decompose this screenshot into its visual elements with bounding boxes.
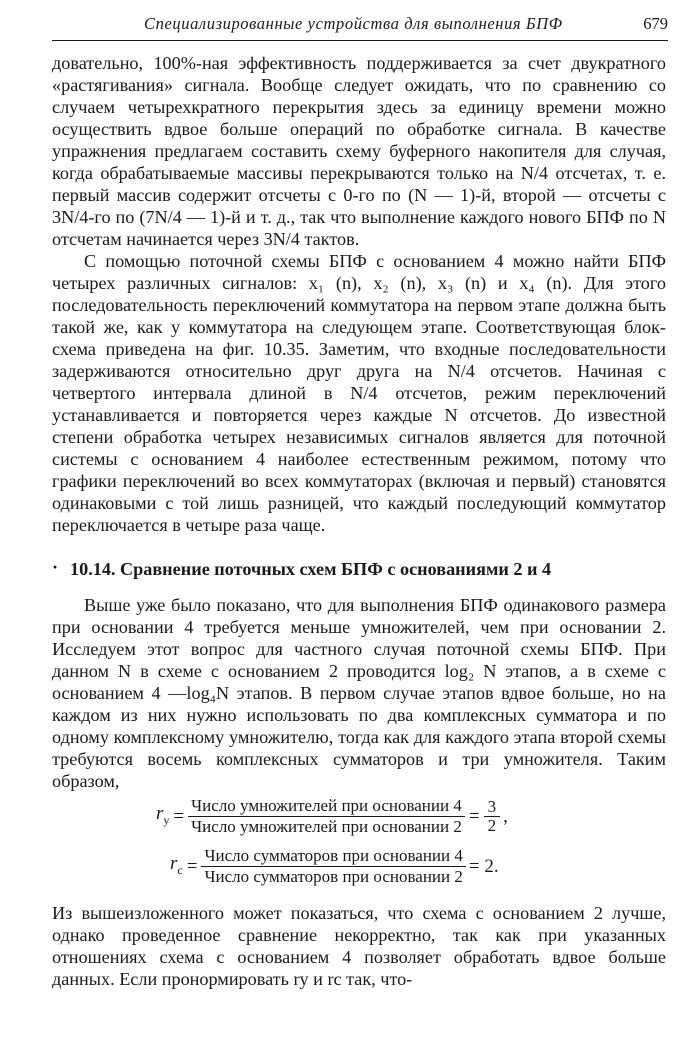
ry-trailing-comma: , [503, 805, 508, 827]
page-number: 679 [643, 14, 668, 33]
rc-fraction [201, 846, 465, 887]
ry-result-denominator: 2 [484, 816, 501, 835]
ry-fraction [188, 796, 465, 837]
ry-denominator: Число умножителей при основании 2 [188, 816, 465, 837]
rc-equals: = [186, 855, 198, 877]
margin-dot: · [52, 557, 59, 577]
ry-numerator: Число умножителей при основании 4 [191, 796, 462, 815]
ry-result-numerator: 3 [487, 797, 497, 816]
paragraph-four-signals: С помощью поточной схемы БПФ с основанием 4 можно найти БПФ четырех различных сигналов: x₁ (n), x₂ (n), x₃ (n) и x₄ (n). Для этого последовательность переключений коммутатора на первом этапе должна быть такой же, как у коммутатора на следующем этапе. Соответствующая блок-схема приведена на фиг. 10.35. Заметим, что входные последовательности задерживаются относительно друг друга на N/4 отсчетов. Начиная с четвертого интервала длиной в N/4 отсчетов, режим переключений устанавливается и повторяется через каждые N отсчетов. До известной степени обработка четырех независимых сигналов является для поточной системы с основанием 4 наиболее естественным режимом, потому что графики переключений во всех коммутаторах (включая и первый) становятся одинаковыми с той лишь разницей, что каждый последующий коммутатор переключается в четыре раза чаще. [52, 251, 666, 535]
section-heading [52, 558, 666, 580]
paragraph-comparison-intro: Выше уже было показано, что для выполнения БПФ одинакового размера при основании 4 требуется меньше умножителей, чем при основании 2. Исследуем этот вопрос для частного случая поточной схемы БПФ. При данном N в схеме с основанием 2 проводится log₂ N этапов, а в схеме с основанием 4 —log₄N этапов. В первом случае этапов вдвое больше, но на каждом из них нужно использовать по два комплексных сумматора и по одному комплексному умножителю, тогда как для каждого этапа второй схемы требуются восемь комплексных сумматоров и три умножителя. Таким образом, [52, 595, 666, 791]
section-spacer [52, 536, 666, 558]
rc-numerator: Число сумматоров при основании 4 [204, 846, 463, 865]
formula-rc [52, 844, 666, 896]
rc-result: = 2. [468, 855, 499, 877]
page-body [52, 52, 666, 990]
paragraph-continuation: довательно, 100%-ная эффективность поддерживается за счет двукратного «растягивания» сигнала. Вообще следует ожидать, что по сравнению со случаем четырехкратного перекрытия здесь за единицу времени можно осуществить вдвое больше операций по обработке сигнала. В качестве упражнения предлагаем составить схему буферного накопителя для случая, когда обрабатываемые массивы перекрываются только на N/4 отсчетах, т. е. первый массив содержит отсчеты с 0-го по (N — 1)-й, второй — отсчеты с 3N/4-го по (7N/4 — 1)-й и т. д., так что выполнение каждого нового БПФ по N отсчетам начинается через 3N/4 тактов. [52, 53, 666, 249]
paragraph-conclusion: Из вышеизложенного может показаться, что схема с основанием 2 лучше, однако проведенное сравнение некорректно, так как при указанных отношениях схема с основанием 4 позволяет обработать вдвое больше данных. Если пронормировать rу и rс так, что- [52, 903, 666, 989]
ry-symbol: $r_у$ [156, 802, 170, 827]
section-spacer [52, 580, 666, 594]
running-head [52, 12, 668, 41]
running-title: Специализированные устройства для выполнения БПФ [144, 14, 563, 33]
ry-result-fraction [484, 798, 501, 835]
formula-ry [52, 792, 666, 844]
rc-denominator: Число сумматоров при основании 2 [201, 866, 465, 887]
section-heading-text: 10.14. Сравнение поточных схем БПФ с основаниями 2 и 4 [70, 559, 552, 579]
ry-equals: = [173, 805, 185, 827]
rc-symbol: $r_с$ [170, 852, 183, 877]
ry-equals-2: = [468, 805, 480, 827]
